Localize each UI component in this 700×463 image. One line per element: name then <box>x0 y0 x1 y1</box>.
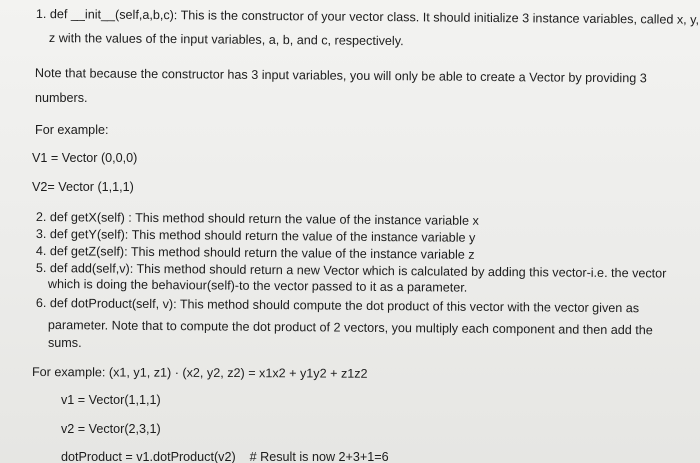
example2-v2: v2 = Vector(2,3,1) <box>61 422 161 436</box>
item6-line1: 6. def dotProduct(self, v): This method should compute the dot product of this vector with the vector given as <box>35 296 640 316</box>
item5-line1: 5. def add(self,v): This method should return a new Vector which is calculated by adding this vector-i.e. the vector <box>35 261 667 281</box>
example2-heading: For example: (x1, y1, z1) · (x2, y2, z2) = x1x2 + y1y2 + z1z2 <box>31 365 368 381</box>
item5-line2: which is doing the behaviour(self)-to the vector passed to it as a parameter. <box>47 277 468 295</box>
item1-line2: z with the values of the input variables, a, b, and c, respectively. <box>48 31 404 49</box>
item1-line1: 1. def __init__(self,a,b,c): This is the constructor of your vector class. It should initialize 3 instance variables, called x, y, <box>35 7 700 27</box>
note-line1: Note that because the constructor has 3 input variables, you will only be able to create a Vector by providing 3 <box>34 66 647 86</box>
example1-v2: V2= Vector (1,1,1) <box>32 180 134 194</box>
example2-dot: dotProduct = v1.dotProduct(v2) # Result is now 2+3+1=6 <box>61 450 389 463</box>
item2: 2. def getX(self) : This method should return the value of the instance variable x <box>35 210 479 228</box>
item6-line3: sums. <box>48 336 82 350</box>
example2-v1: v1 = Vector(1,1,1) <box>61 393 161 407</box>
example1-v1: V1 = Vector (0,0,0) <box>32 151 138 165</box>
item4: 4. def getZ(self): This method should return the value of the instance variable z <box>35 244 475 262</box>
item6-line2: parameter. Note that to compute the dot product of 2 vectors, you multiply each component and then add the <box>47 318 653 338</box>
note-line2: numbers. <box>35 91 88 105</box>
example1-heading: For example: <box>35 123 109 137</box>
item3: 3. def getY(self): This method should return the value of the instance variable y <box>35 227 476 245</box>
